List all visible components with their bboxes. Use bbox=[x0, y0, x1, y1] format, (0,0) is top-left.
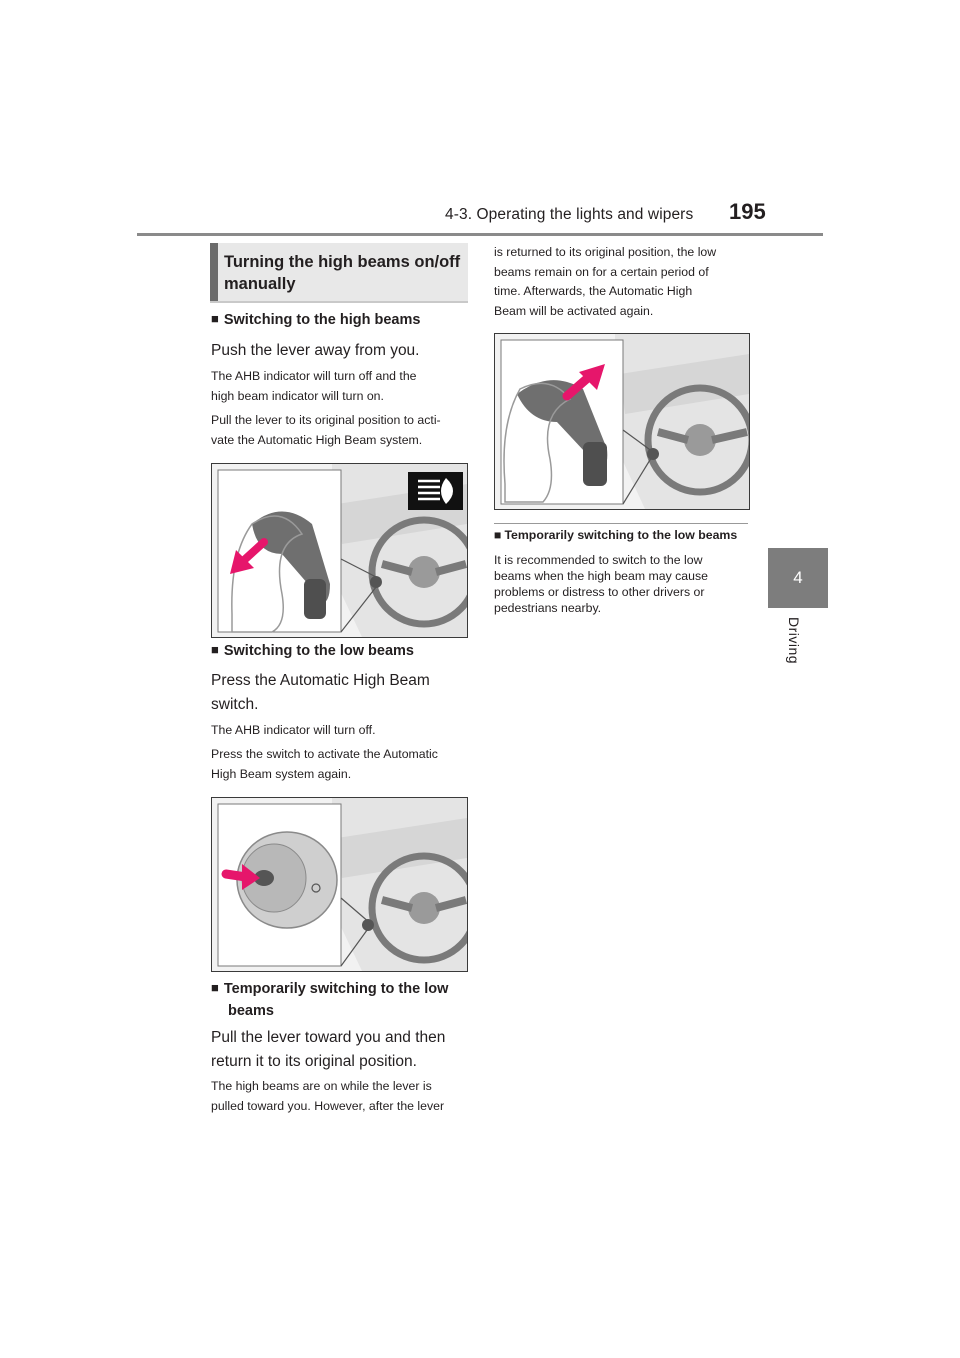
note-high-beams-1: The AHB indicator will turn off and the high beam indicator will turn on. bbox=[211, 369, 417, 403]
subheading-high-beams: ■ Switching to the high beams bbox=[211, 311, 421, 328]
note-temporary-low-beams-continued: is returned to its original position, the low beams remain on for a certain period of time. Afterwards, the Automatic High Beam will be activated again. bbox=[494, 245, 717, 318]
info-heading: ■ Temporarily switching to the low beams bbox=[494, 528, 738, 542]
info-body: It is recommended to switch to the low beams when the high beam may cause problems or distress to other drivers or pedestrians nearby. bbox=[494, 553, 708, 615]
running-header-title: 4-3. Operating the lights and wipers bbox=[445, 206, 694, 223]
section-heading bbox=[210, 243, 468, 303]
info-divider bbox=[494, 523, 748, 524]
instruction-temporary-low-beams: Pull the lever toward you and then return it to its original position. bbox=[211, 1029, 446, 1070]
instruction-high-beams: Push the lever away from you. bbox=[211, 342, 420, 359]
section-heading-bar bbox=[210, 243, 218, 301]
figure-press-switch bbox=[211, 797, 468, 972]
note-low-beams-1: The AHB indicator will turn off. bbox=[211, 723, 376, 737]
chapter-tab-label: Driving bbox=[786, 617, 802, 665]
section-heading-text: Turning the high beams on/off manually bbox=[224, 253, 461, 293]
header-rule bbox=[137, 233, 823, 236]
high-beam-indicator-icon bbox=[408, 472, 463, 510]
note-temporary-low-beams: The high beams are on while the lever is pulled toward you. However, after the lever bbox=[211, 1079, 445, 1113]
figure-pull-lever bbox=[494, 333, 750, 510]
subheading-temporary-low-beams: ■ Temporarily switching to the low beams bbox=[211, 980, 449, 1019]
figure-push-lever bbox=[211, 463, 468, 638]
subheading-low-beams: ■ Switching to the low beams bbox=[211, 642, 414, 659]
chapter-tab-number: 4 bbox=[768, 548, 828, 608]
instruction-low-beams: Press the Automatic High Beam switch. bbox=[211, 672, 430, 713]
note-high-beams-2: Pull the lever to its original position to acti- vate the Automatic High Beam system. bbox=[211, 413, 441, 447]
note-low-beams-2: Press the switch to activate the Automatic High Beam system again. bbox=[211, 747, 438, 781]
page-number: 195 bbox=[729, 199, 766, 224]
